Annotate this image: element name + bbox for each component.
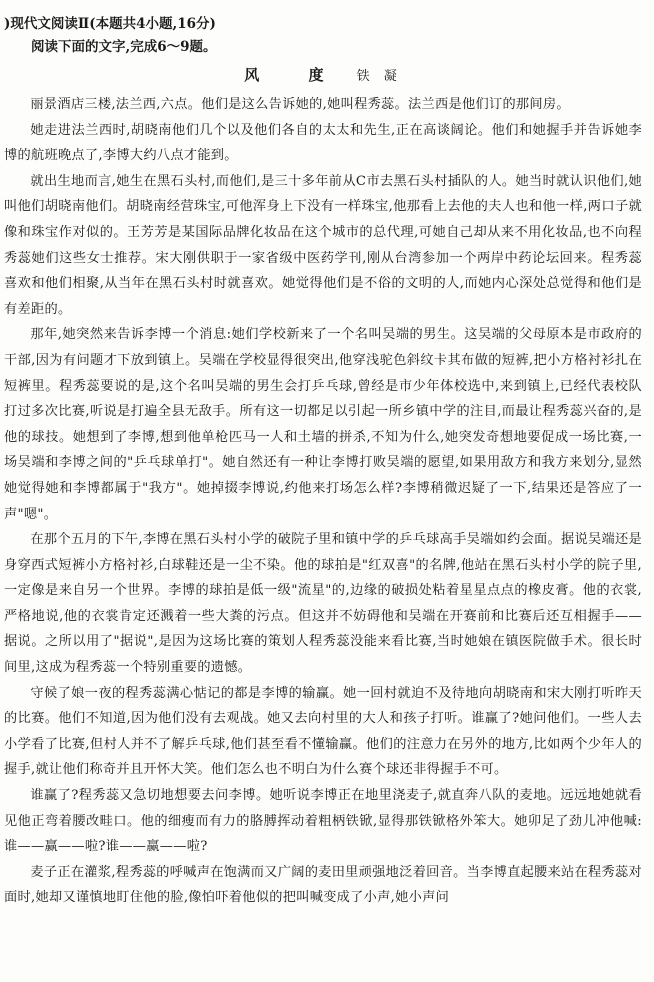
section-header: )现代文阅读Ⅱ(本题共4小题,16分) (4, 16, 216, 32)
article-paragraph: 守候了娘一夜的程秀蕊满心惦记的都是李博的输赢。她一回村就迫不及待地向胡晓南和宋大刚打听昨天的比赛。他们不知道,因为他们没有去观战。她又去向村里的大人和孩子打听。谁赢了?她问他们。一些人去小学看了比赛,但村人并不了解乒乓球,他们甚至看不懂输赢。他们的注意力在另外的地方,比如两个少年人的握手,就让他们称奇并且开怀大笑。他们怎么也不明白为什么赛个球还非得握手不可。 (4, 685, 642, 778)
article-paragraph: 丽景酒店三楼,法兰西,六点。他们是这么告诉她的,她叫程秀蕊。法兰西是他们订的那间房。 (30, 97, 570, 112)
article-body (4, 92, 642, 911)
article-author: 铁 凝 (356, 69, 402, 84)
article-paragraph: 在那个五月的下午,李博在黑石头村小学的破院子里和镇中学的乒乓球高手吴端如约会面。据说吴端还是身穿西式短裤小方格衬衫,白球鞋还是一尘不染。他的球拍是"红双喜"的名牌,他站在黑石头村小学的院子里,一定像是来自另一个世界。李博的球拍是低一级"流星"的,边缘的破损处粘着星星点点的橡皮膏。他的衣裳,严格地说,他的衣裳肯定还溅着一些大粪的污点。但这并不妨碍他和吴端在开赛前和比赛后还互相握手——据说。之所以用了"据说",是因为这场比赛的策划人程秀蕊没能来看比赛,当时她娘在镇医院做手术。很长时间里,这成为程秀蕊一个特别重要的遗憾。 (4, 532, 642, 676)
article-paragraph: 谁赢了?程秀蕊又急切地想要去问李博。她听说李博正在地里浇麦子,就直奔八队的麦地。远远地她就看见他正弯着腰改畦口。他的细瘦而有力的胳膊挥动着粗柄铁锨,显得那铁锨格外笨大。她卯足了劲儿冲他喊:谁——赢——啦?谁——赢——啦? (4, 788, 642, 855)
article-paragraph: 她走进法兰西时,胡晓南他们几个以及他们各自的太太和先生,正在高谈阔论。他们和她握手并告诉她李博的航班晚点了,李博大约八点才能到。 (4, 122, 642, 164)
article-paragraph: 那年,她突然来告诉李博一个消息:她们学校新来了一个名叫吴端的男生。这吴端的父母原本是市政府的干部,因为有问题才下放到镇上。吴端在学校显得很突出,他穿浅驼色斜纹卡其布做的短裤,把小方格衬衫扎在短裤里。程秀蕊要说的是,这个名叫吴端的男生会打乒乓球,曾经是市少年体校选中,来到镇上,已经代表校队打过多次比赛,听说是打遍全县无敌手。所有这一切都足以引起一所乡镇中学的注目,而最让程秀蕊兴奋的,是他的球技。她想到了李博,想到他单枪匹马一人和土墙的拼杀,不知为什么,她突发奇想地要促成一场比赛,一场吴端和李博之间的"乒乓球单打"。她自然还有一种让李博打败吴端的愿望,如果用敌方和我方来划分,显然她觉得她和李博都属于"我方"。她掉掇李博说,约他来打场怎么样?李博稍微迟疑了一下,结果还是答应了一声"嗯"。 (4, 327, 642, 522)
article-heading (4, 64, 642, 88)
reading-instruction: 阅读下面的文字,完成6～9题。 (31, 39, 217, 55)
article-title: 风 度 (244, 66, 346, 84)
article-paragraph: 就出生地而言,她生在黑石头村,而他们,是三十多年前从C市去黑石头村插队的人。她当时就认识他们,她叫他们胡晓南他们。胡晓南经营珠宝,可他浑身上下没有一样珠宝,他那看上去他的夫人也和他一样,两口子就像和珠宝作对似的。王芳芳是某国际品牌化妆品在这个城市的总代理,可她自己却从来不用化妆品,也不向程秀蕊她们这些女士推荐。宋大刚供职于一家省级中医药学刊,刚从台湾参加一个两岸中药论坛回来。程秀蕊喜欢和他们相聚,从当年在黑石头村时就喜欢。她觉得他们是不俗的文明的人,而她内心深处总觉得和他们是有差距的。 (4, 173, 642, 317)
article-paragraph: 麦子正在灌浆,程秀蕊的呼喊声在饱满而又广阔的麦田里顽强地泛着回音。当李博直起腰来站在程秀蕊对面时,她却又谨慎地盯住他的脸,像怕吓着他似的把叫喊变成了小声,她小声问 (4, 864, 642, 906)
